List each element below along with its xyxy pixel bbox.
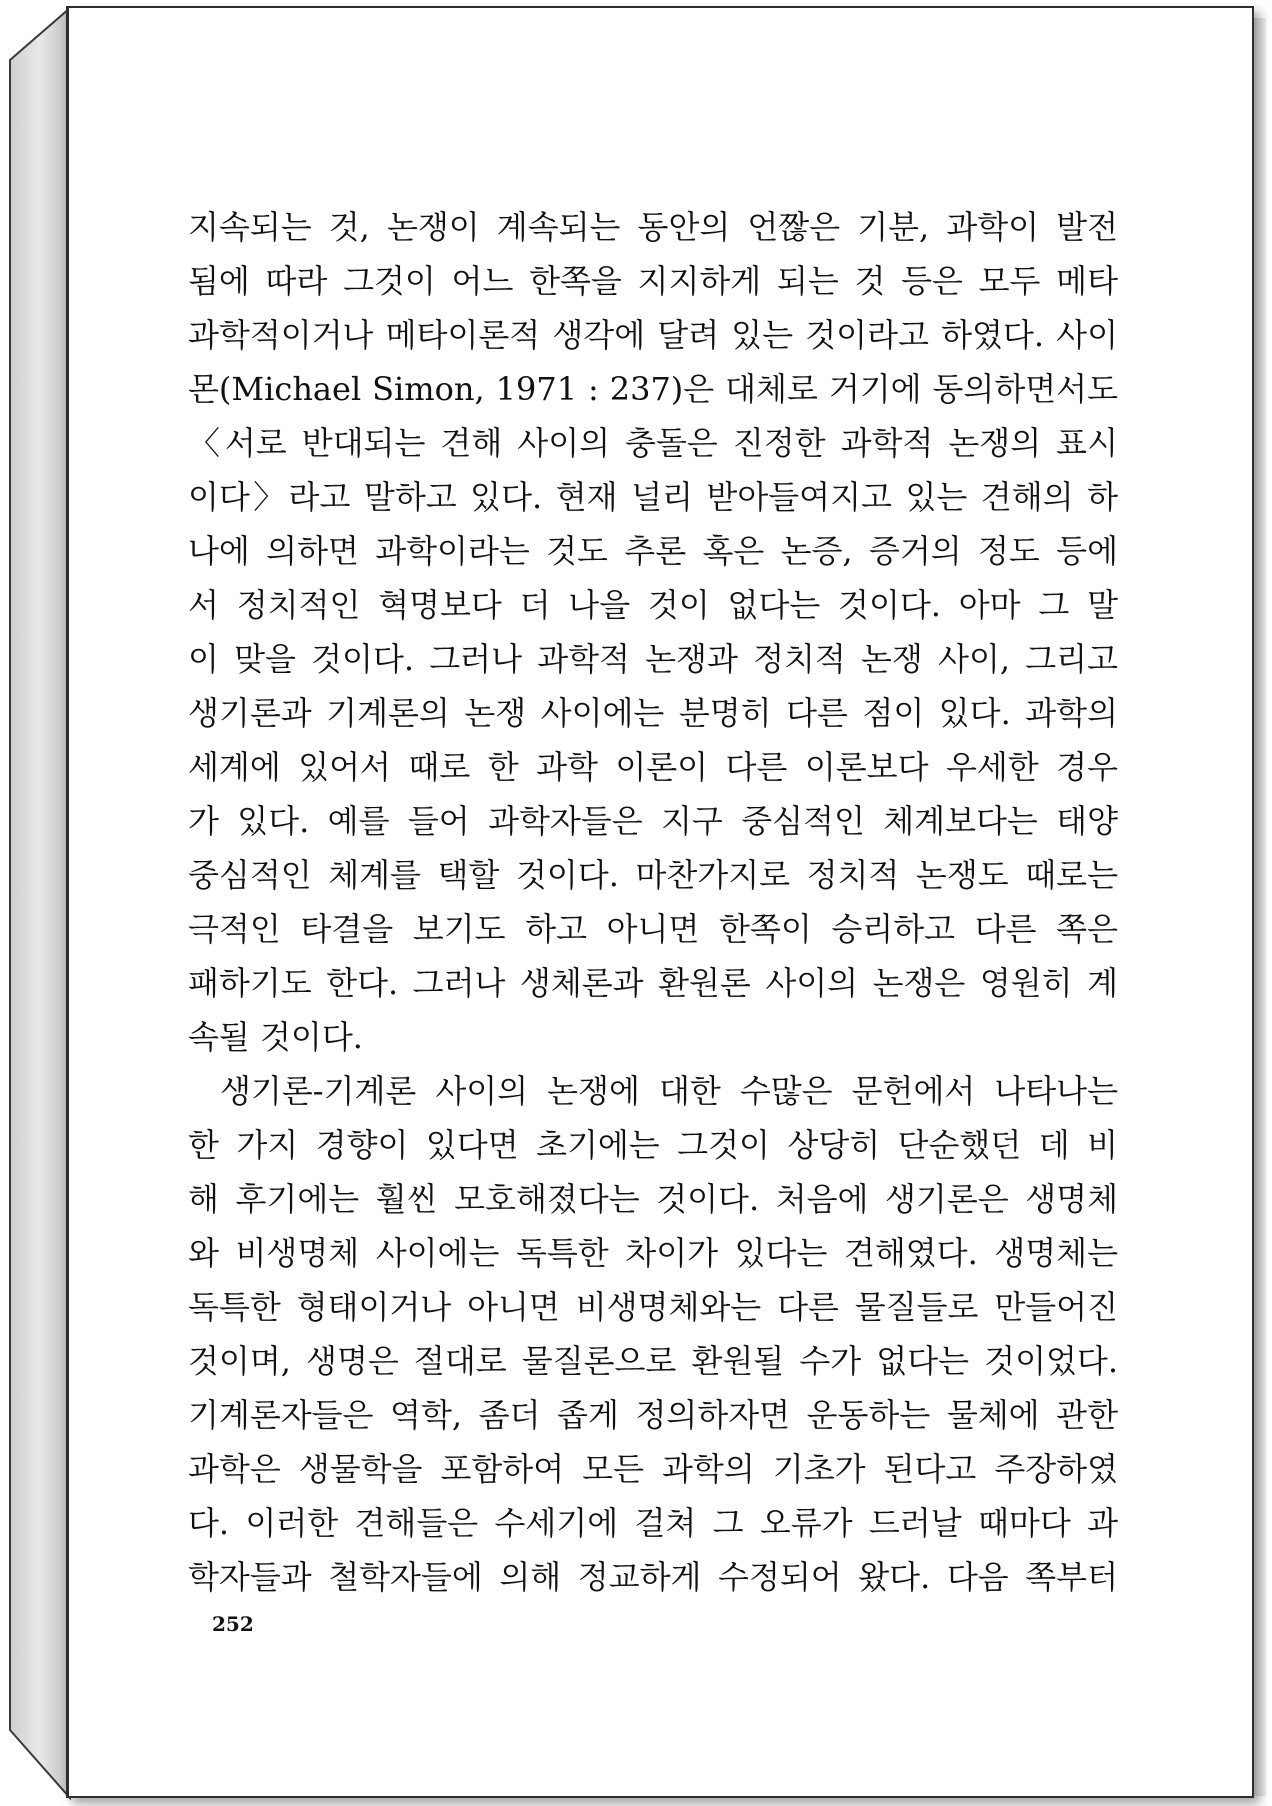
text-line: 됨에 따라 그것이 어느 한쪽을 지지하게 되는 것 등은 모두 메타 (188, 262, 1118, 300)
text-line: 것이며, 생명은 절대로 물질론으로 환원될 수가 없다는 것이었다. (188, 1342, 1118, 1380)
text-line: 과학은 생물학을 포함하여 모든 과학의 기초가 된다고 주장하였 (188, 1450, 1118, 1488)
text-line: 나에 의하면 과학이라는 것도 추론 혹은 논증, 증거의 정도 등에 (188, 532, 1118, 570)
text-line: 생기론-기계론 사이의 논쟁에 대한 수많은 문헌에서 나타나는 (220, 1072, 1118, 1110)
text-line: 이다〉라고 말하고 있다. 현재 널리 받아들여지고 있는 견해의 하 (188, 478, 1118, 516)
page-number: 252 (212, 1612, 254, 1636)
text-line: 가 있다. 예를 들어 과학자들은 지구 중심적인 체계보다는 태양 (188, 802, 1118, 840)
text-line: 과학적이거나 메타이론적 생각에 달려 있는 것이라고 하였다. 사이 (188, 316, 1118, 354)
page-edge-shadow (1254, 18, 1266, 1796)
text-line: 패하기도 한다. 그러나 생체론과 환원론 사이의 논쟁은 영원히 계 (188, 964, 1118, 1002)
text-line: 이 맞을 것이다. 그러나 과학적 논쟁과 정치적 논쟁 사이, 그리고 (188, 640, 1118, 678)
body-text (188, 200, 1118, 1604)
text-line: 기계론자들은 역학, 좀더 좁게 정의하자면 운동하는 물체에 관한 (188, 1396, 1118, 1434)
text-line: 다. 이러한 견해들은 수세기에 걸쳐 그 오류가 드러날 때마다 과 (188, 1504, 1118, 1542)
text-line: 세계에 있어서 때로 한 과학 이론이 다른 이론보다 우세한 경우 (188, 748, 1118, 786)
text-line: 지속되는 것, 논쟁이 계속되는 동안의 언짢은 기분, 과학이 발전 (188, 208, 1118, 246)
text-line: 생기론과 기계론의 논쟁 사이에는 분명히 다른 점이 있다. 과학의 (188, 694, 1118, 732)
text-line: 극적인 타결을 보기도 하고 아니면 한쪽이 승리하고 다른 쪽은 (188, 910, 1118, 948)
text-line: 해 후기에는 훨씬 모호해졌다는 것이다. 처음에 생기론은 생명체 (188, 1180, 1118, 1218)
text-line: 학자들과 철학자들에 의해 정교하게 수정되어 왔다. 다음 쪽부터 (188, 1558, 1118, 1596)
text-line: 속될 것이다. (188, 1018, 363, 1056)
text-line: 서 정치적인 혁명보다 더 나을 것이 없다는 것이다. 아마 그 말 (188, 586, 1118, 624)
text-line: 중심적인 체계를 택할 것이다. 마찬가지로 정치적 논쟁도 때로는 (188, 856, 1118, 894)
text-line: 와 비생명체 사이에는 독특한 차이가 있다는 견해였다. 생명체는 (188, 1234, 1118, 1272)
text-line: 독특한 형태이거나 아니면 비생명체와는 다른 물질들로 만들어진 (188, 1288, 1118, 1326)
text-line: 몬(Michael Simon, 1971 : 237)은 대체로 거기에 동의하면서도 (188, 370, 1118, 408)
text-line: 〈서로 반대되는 견해 사이의 충돌은 진정한 과학적 논쟁의 표시 (188, 424, 1118, 462)
text-line: 한 가지 경향이 있다면 초기에는 그것이 상당히 단순했던 데 비 (188, 1126, 1118, 1164)
